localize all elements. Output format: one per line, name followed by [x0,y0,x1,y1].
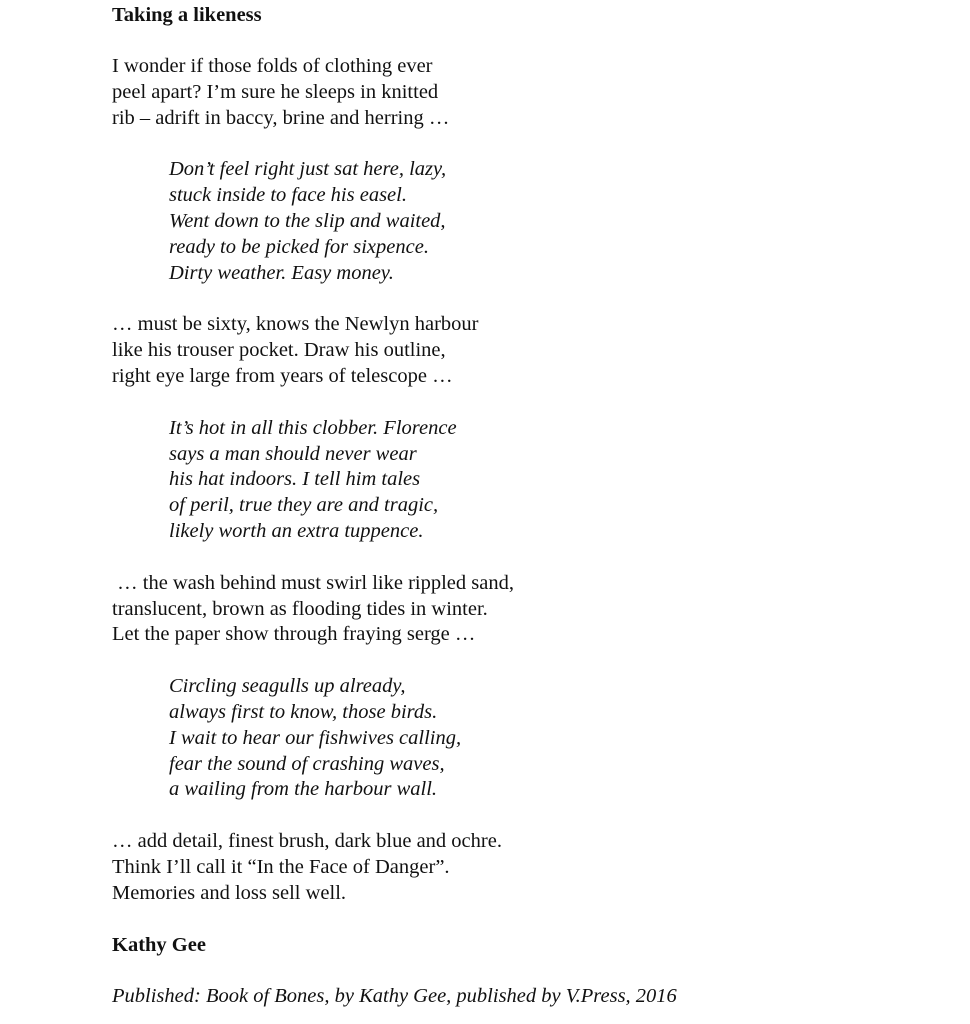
poem-author: Kathy Gee [112,933,206,956]
poem-line: peel apart? I’m sure he sleeps in knitted [112,80,439,103]
poem-line: of peril, true they are and tragic, [169,494,439,517]
poem-title: Taking a likeness [112,4,262,26]
poem-line: Don’t feel right just sat here, lazy, [169,158,447,181]
poem-line: rib – adrift in baccy, brine and herring … [112,106,450,129]
poem-line: translucent, brown as flooding tides in winter. [112,597,488,620]
poem-line: likely worth an extra tuppence. [169,519,424,542]
publication-credit: Published: Book of Bones, by Kathy Gee, published by V.Press, 2016 [112,984,677,1007]
stanza [112,54,952,131]
poem-line: Went down to the slip and waited, [169,209,446,232]
poem-line: … must be sixty, knows the Newlyn harbour [112,313,479,336]
poem-line: Dirty weather. Easy money. [169,261,394,284]
poem-line: I wonder if those folds of clothing ever [112,55,433,77]
poem-line: stuck inside to face his easel. [169,184,407,207]
italic-stanza [112,157,952,286]
poem-line: … the wash behind must swirl like rippled sand, [112,571,514,594]
poem-line: Memories and loss sell well. [112,881,347,904]
poem-line: Let the paper show through fraying serge … [112,623,476,646]
poem-line: right eye large from years of telescope … [112,364,453,387]
poem-page [112,0,952,1009]
stanza [112,829,952,906]
poem-line: like his trouser pocket. Draw his outline, [112,339,446,362]
poem-line: … add detail, finest brush, dark blue and ochre. [112,830,502,853]
poem-line: always first to know, those birds. [169,700,438,723]
poem-line: says a man should never wear [169,442,417,465]
poem-line: It’s hot in all this clobber. Florence [169,416,457,439]
poem-line: a wailing from the harbour wall. [169,778,438,801]
poem-line: his hat indoors. I tell him tales [169,468,421,491]
poem-line: Think I’ll call it “In the Face of Danger”. [112,855,450,878]
poem-line: I wait to hear our fishwives calling, [169,726,462,749]
stanza [112,312,952,389]
stanza [112,571,952,648]
poem-line: fear the sound of crashing waves, [169,752,445,775]
poem-line: ready to be picked for sixpence. [169,235,429,258]
poem-line: Circling seagulls up already, [169,675,406,698]
poem-body [112,54,952,907]
italic-stanza [112,416,952,545]
italic-stanza [112,674,952,803]
